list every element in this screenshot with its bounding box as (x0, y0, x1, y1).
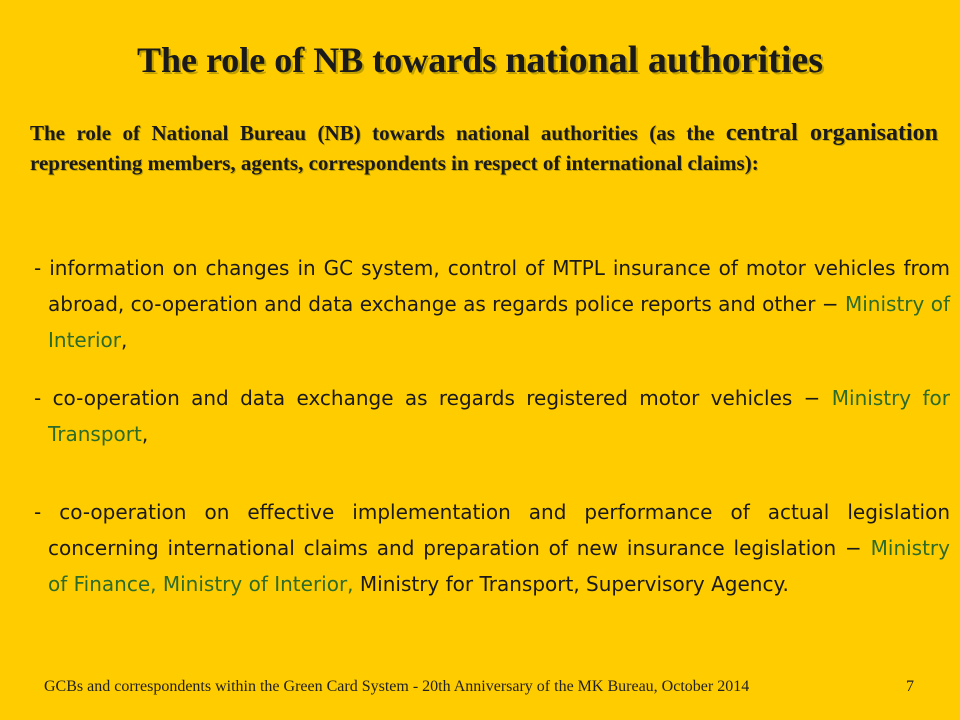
bullet-ministry-interior (34, 250, 950, 358)
bullet-text: co-operation and data exchange as regards registered motor vehicles − (52, 386, 832, 410)
bullet-text: co-operation on effective implementation and performance of actual legislation concerning international claims and preparation of new insurance legislation − (48, 500, 951, 560)
slide-title-part2: national authorities (505, 39, 824, 81)
bullet-dash: - (34, 256, 50, 280)
bullet-authority: Ministry of Finance, Ministry of Interior, (48, 536, 950, 596)
intro-paragraph (30, 118, 938, 178)
slide-title-part1: The role of NB towards (136, 40, 506, 80)
bullet-authority: Ministry of Interior (48, 292, 951, 352)
bullet-text: information on changes in GC system, control of MTPL insurance of motor vehicles from abroad, co-operation and data exchange as regards police reports and other − (48, 256, 951, 316)
slide-title (0, 38, 960, 82)
intro-part2: representing members, agents, correspondents in respect of international claims): (30, 151, 759, 175)
bullet-dash: - (34, 500, 60, 524)
intro-emphasis: central organisation (725, 120, 939, 146)
bullet-ministry-transport (34, 380, 950, 452)
intro-part1: The role of National Bureau (NB) towards national authorities (as the (30, 121, 726, 145)
bullet-authority-last: Ministry for Transport, Supervisory Agency. (359, 572, 789, 596)
slide-footer: GCBs and correspondents within the Green Card System - 20th Anniversary of the MK Bureau, October 2014 (44, 678, 750, 695)
bullet-legislation (34, 494, 950, 602)
bullet-tail: , (120, 328, 128, 352)
bullet-authority: Ministry for Transport (48, 386, 950, 446)
bullet-dash: - (34, 386, 53, 410)
page-number: 7 (906, 678, 914, 695)
bullet-tail: , (141, 422, 149, 446)
